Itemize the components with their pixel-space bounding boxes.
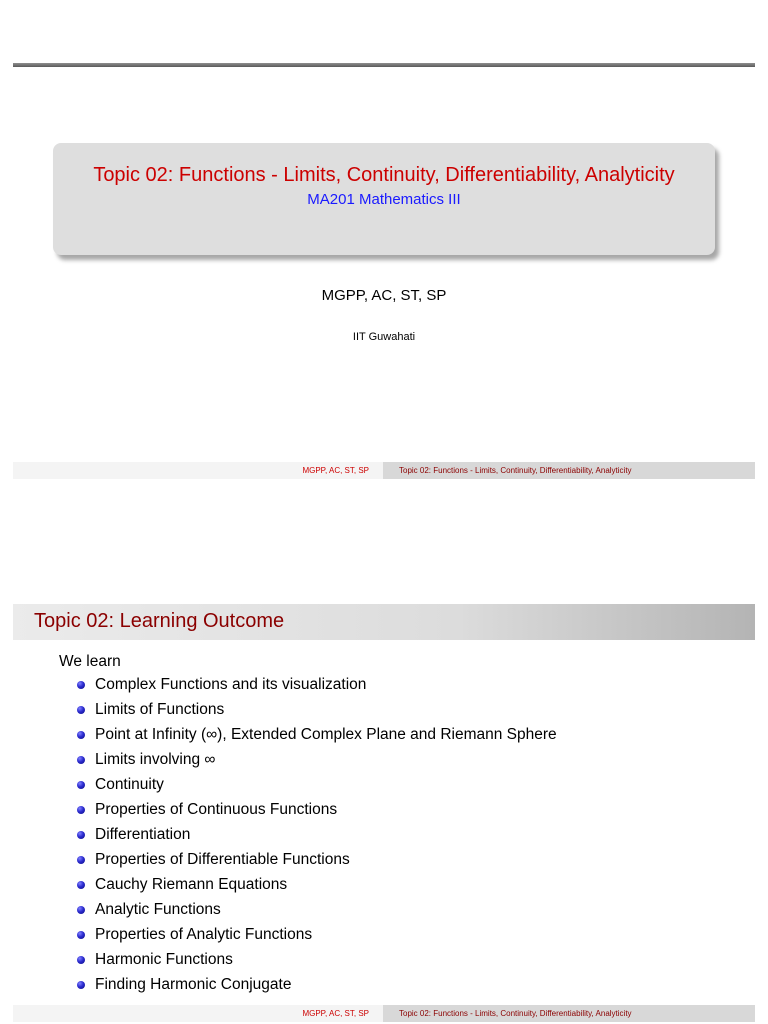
learning-outcome-content bbox=[59, 652, 557, 997]
footer-right bbox=[383, 462, 755, 479]
institute: IIT Guwahati bbox=[352, 331, 416, 343]
list-item bbox=[59, 797, 557, 822]
bullet-icon bbox=[77, 681, 85, 689]
footer-authors: MGPP, AC, ST, SP bbox=[302, 1009, 369, 1018]
frame-title: Topic 02: Learning Outcome bbox=[34, 610, 285, 632]
bullet-icon bbox=[77, 956, 85, 964]
list-item-text: Harmonic Functions bbox=[95, 951, 233, 968]
bullet-icon bbox=[77, 781, 85, 789]
list-item bbox=[59, 747, 557, 772]
footer-right bbox=[383, 1005, 755, 1022]
list-item-text: Limits involving ∞ bbox=[95, 751, 216, 768]
title-box bbox=[53, 143, 715, 255]
footer-title: Topic 02: Functions - Limits, Continuity, Differentiability, Analyticity bbox=[399, 466, 632, 475]
footer-slide-2 bbox=[13, 1005, 755, 1022]
bullet-icon bbox=[77, 756, 85, 764]
list-item-text: Point at Infinity (∞), Extended Complex Plane and Riemann Sphere bbox=[95, 726, 557, 743]
list-item bbox=[59, 822, 557, 847]
course-subtitle: MA201 Mathematics III bbox=[307, 191, 461, 208]
list-item-text: Complex Functions and its visualization bbox=[95, 676, 367, 693]
bullet-icon bbox=[77, 881, 85, 889]
slide-title: Topic 02: Functions - Limits, Continuity, Differentiability, Analyticity bbox=[93, 164, 675, 186]
bullet-icon bbox=[77, 856, 85, 864]
bullet-icon bbox=[77, 931, 85, 939]
list-item bbox=[59, 772, 557, 797]
list-item bbox=[59, 897, 557, 922]
list-item-text: Cauchy Riemann Equations bbox=[95, 876, 288, 893]
bullet-icon bbox=[77, 806, 85, 814]
list-item-text: Properties of Analytic Functions bbox=[95, 926, 313, 943]
frame-title-bar bbox=[13, 604, 755, 640]
bullet-icon bbox=[77, 706, 85, 714]
footer-slide-1 bbox=[13, 462, 755, 479]
list-item-text: Properties of Continuous Functions bbox=[95, 801, 338, 818]
list-item bbox=[59, 697, 557, 722]
bullet-icon bbox=[77, 731, 85, 739]
authors: MGPP, AC, ST, SP bbox=[321, 287, 447, 304]
footer-title: Topic 02: Functions - Limits, Continuity, Differentiability, Analyticity bbox=[399, 1009, 632, 1018]
list-item-text: Limits of Functions bbox=[95, 701, 225, 718]
list-item-text: Properties of Differentiable Functions bbox=[95, 851, 350, 868]
list-item bbox=[59, 847, 557, 872]
list-item-text: Finding Harmonic Conjugate bbox=[95, 976, 292, 993]
list-item bbox=[59, 947, 557, 972]
list-item-text: Analytic Functions bbox=[95, 901, 221, 918]
intro-text: We learn bbox=[59, 653, 121, 670]
list-item bbox=[59, 672, 557, 697]
bullet-icon bbox=[77, 831, 85, 839]
footer-left bbox=[13, 462, 383, 479]
list-item bbox=[59, 872, 557, 897]
footer-authors: MGPP, AC, ST, SP bbox=[302, 466, 369, 475]
list-item-text: Differentiation bbox=[95, 826, 191, 843]
list-item-text: Continuity bbox=[95, 776, 164, 793]
bullet-icon bbox=[77, 906, 85, 914]
list-item bbox=[59, 972, 557, 997]
list-item bbox=[59, 722, 557, 747]
footer-left bbox=[13, 1005, 383, 1022]
top-rule bbox=[13, 63, 755, 67]
outcome-list bbox=[59, 672, 557, 997]
bullet-icon bbox=[77, 981, 85, 989]
list-item bbox=[59, 922, 557, 947]
